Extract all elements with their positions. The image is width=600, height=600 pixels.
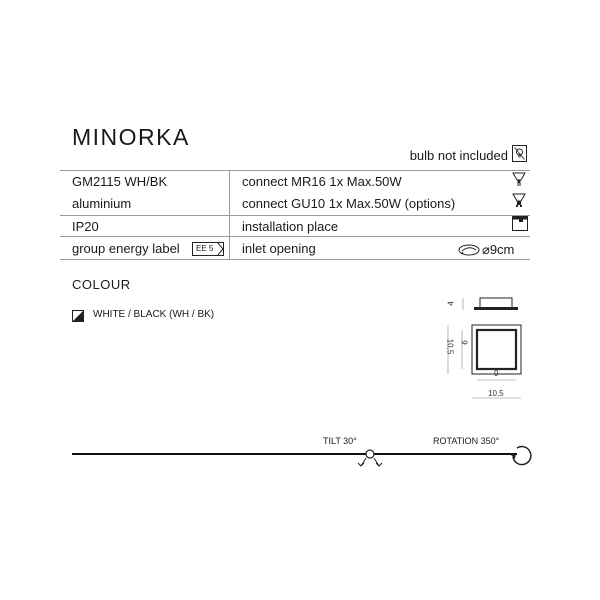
table-row-divider bbox=[60, 215, 530, 216]
gu10-connect: connect GU10 1x Max.50W (options) bbox=[242, 196, 456, 211]
product-title: MINORKA bbox=[72, 124, 190, 150]
energy-badge-label: EE 5 bbox=[196, 244, 214, 253]
ceiling-recessed-icon bbox=[512, 216, 528, 236]
dim-height: 4 bbox=[446, 301, 456, 306]
table-row-divider bbox=[60, 236, 530, 237]
dim-outer-height: 10,5 bbox=[445, 338, 455, 355]
ip-rating: IP20 bbox=[72, 219, 99, 234]
dim-inner-width: 9 bbox=[494, 369, 499, 378]
feature-divider bbox=[72, 453, 517, 455]
rotation-label: ROTATION 350° bbox=[433, 436, 500, 446]
dim-inner-height: 9 bbox=[459, 340, 469, 345]
colour-option: WHITE / BLACK (WH / BK) bbox=[93, 309, 215, 320]
material: aluminium bbox=[72, 196, 132, 211]
white-black-swatch-icon bbox=[72, 309, 84, 321]
dim-outer-width: 10,5 bbox=[488, 389, 504, 398]
tilt-label: TILT 30° bbox=[323, 436, 357, 446]
inlet-opening-icon bbox=[458, 243, 480, 261]
gu10-bulb-icon bbox=[512, 193, 526, 214]
installation-place: installation place bbox=[242, 219, 339, 234]
energy-badge bbox=[192, 242, 224, 256]
colour-heading: COLOUR bbox=[72, 277, 131, 292]
mr16-bulb-icon bbox=[512, 172, 526, 193]
table-column-divider bbox=[229, 170, 230, 259]
mr16-connect: connect MR16 1x Max.50W bbox=[242, 174, 402, 189]
table-top-border bbox=[60, 170, 530, 171]
energy-label-text: group energy label bbox=[72, 241, 180, 256]
rotation-icon bbox=[509, 443, 533, 472]
bulb-note: bulb not included bbox=[409, 148, 508, 163]
no-bulb-icon bbox=[512, 145, 527, 162]
inlet-opening-value: ⌀9cm bbox=[482, 242, 515, 257]
inlet-opening: inlet opening bbox=[242, 241, 316, 256]
tilt-icon bbox=[352, 444, 388, 475]
product-code: GM2115 WH/BK bbox=[72, 174, 168, 189]
